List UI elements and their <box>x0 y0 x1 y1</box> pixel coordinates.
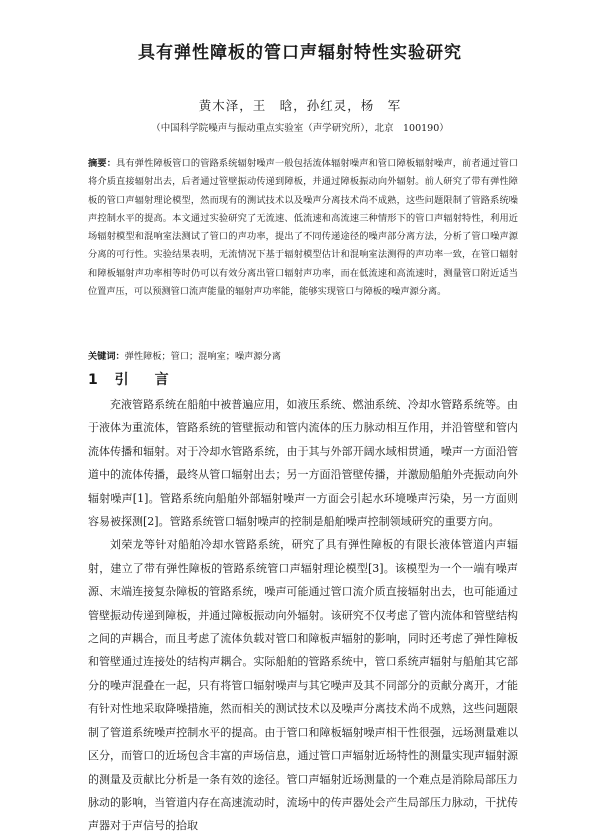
keywords-label: 关键词： <box>88 351 125 362</box>
section-heading-introduction: 1 引 言 <box>88 372 175 388</box>
body-text <box>88 393 518 838</box>
body-paragraph: 充液管路系统在船舶中被普遍应用，如液压系统、燃油系统、冷却水管路系统等。由于液体为重流体，管路系统的管壁振动和管内流体的压力脉动相互作用，并沿管壁和管内流体传播和辐射。对于冷却水管路系统，由于其与外部开阔水域相贯通，噪声一方面沿管道中的流体传播，最终从管口辐射出去；另一方面沿管壁传播，并激励船舶外壳振动向外辐射噪声[1]。管路系统向船舶外部辐射噪声一方面会引起水环境噪声污染，另一方面则容易被探测[2]。管路系统管口辐射噪声的控制是船舶噪声控制领域研究的重要方向。 <box>88 398 518 529</box>
affiliation: （中国科学院噪声与振动重点实验室（声学研究所），北京 100190） <box>151 123 449 134</box>
abstract-label: 摘要： <box>88 158 117 169</box>
abstract <box>88 155 518 301</box>
keywords-text: 弹性障板；管口；混响室；噪声源分离 <box>124 351 281 362</box>
abstract-text: 具有弹性障板管口的管路系统辐射噪声一般包括流体辐射噪声和管口障板辐射噪声，前者通过管口将介质直接辐射出去，后者通过管壁振动传递到障板，并通过障板振动向外辐射。前人研究了带有弹性障板的管口声辐射理论模型，然而现有的测试技术以及噪声分离技术尚不成熟，这些问题限制了管路系统噪声控制水平的提高。本文通过实验研究了无流速、低流速和高流速三种情形下的管口声辐射特性，利用近场辐射模型和混响室法测试了管口的声功率，提出了不同传递途径的噪声部分离方法，分析了管口噪声源分离的可行性。实验结果表明，无流情况下基于辐射模型估计和混响室法测得的声功率一致，在管口辐射和障板辐射声功率相等时仍可以有效分离出管口辐射声功率，而在低流速和高流速时，测量管口附近适当位置声压，可以预测管口流声能量的辐射声功率能，能够实现管口与障板的噪声源分离。 <box>88 158 519 298</box>
keywords <box>88 348 518 362</box>
author-list: 黄木泽，王 晗，孙红灵，杨 军 <box>198 98 402 113</box>
body-paragraph: 刘荣龙等针对船舶冷却水管路系统，研究了具有弹性障板的有限长液体管道内声辐射，建立了带有弹性障板的管路系统管口声辐射理论模型[3]。该模型为一个一端有噪声源、末端连接复杂障板的管路系统，噪声可能通过管口流介质直接辐射出去，也可能通过管壁振动传递到障板，并通过障板振动向外辐射。该研究不仅考虑了管内流体和管壁结构之间的声耦合，而且考虑了流体负载对管口和障板声辐射的影响，同时还考虑了弹性障板和管壁通过连接处的结构声耦合。实际船舶的管路系统中，管口系统声辐射与船舶其它部分的噪声混叠在一起，只有将管口辐射噪声与其它噪声及其不同部分的贡献分离开，才能有针对性地采取降噪措施，然而相关的测试技术以及噪声分离技术尚不成熟，这些问题限制了管道系统噪声控制水平的提高。由于管口和障板辐射噪声相干性很强，远场测量难以区分，而管口的近场包含丰富的声场信息，通过管口声辐射近场特性的测量实现声辐射源的测量及贡献比分析是一条有效的途径。管口声辐射近场测量的一个难点是消除局部压力脉动的影响，当管道内存在高速流动时，流场中的传声器处会产生局部压力脉动，干扰传声器对于声信号的拾取 <box>88 538 518 833</box>
paper-title: 具有弹性障板的管口声辐射特性实验研究 <box>138 43 462 63</box>
